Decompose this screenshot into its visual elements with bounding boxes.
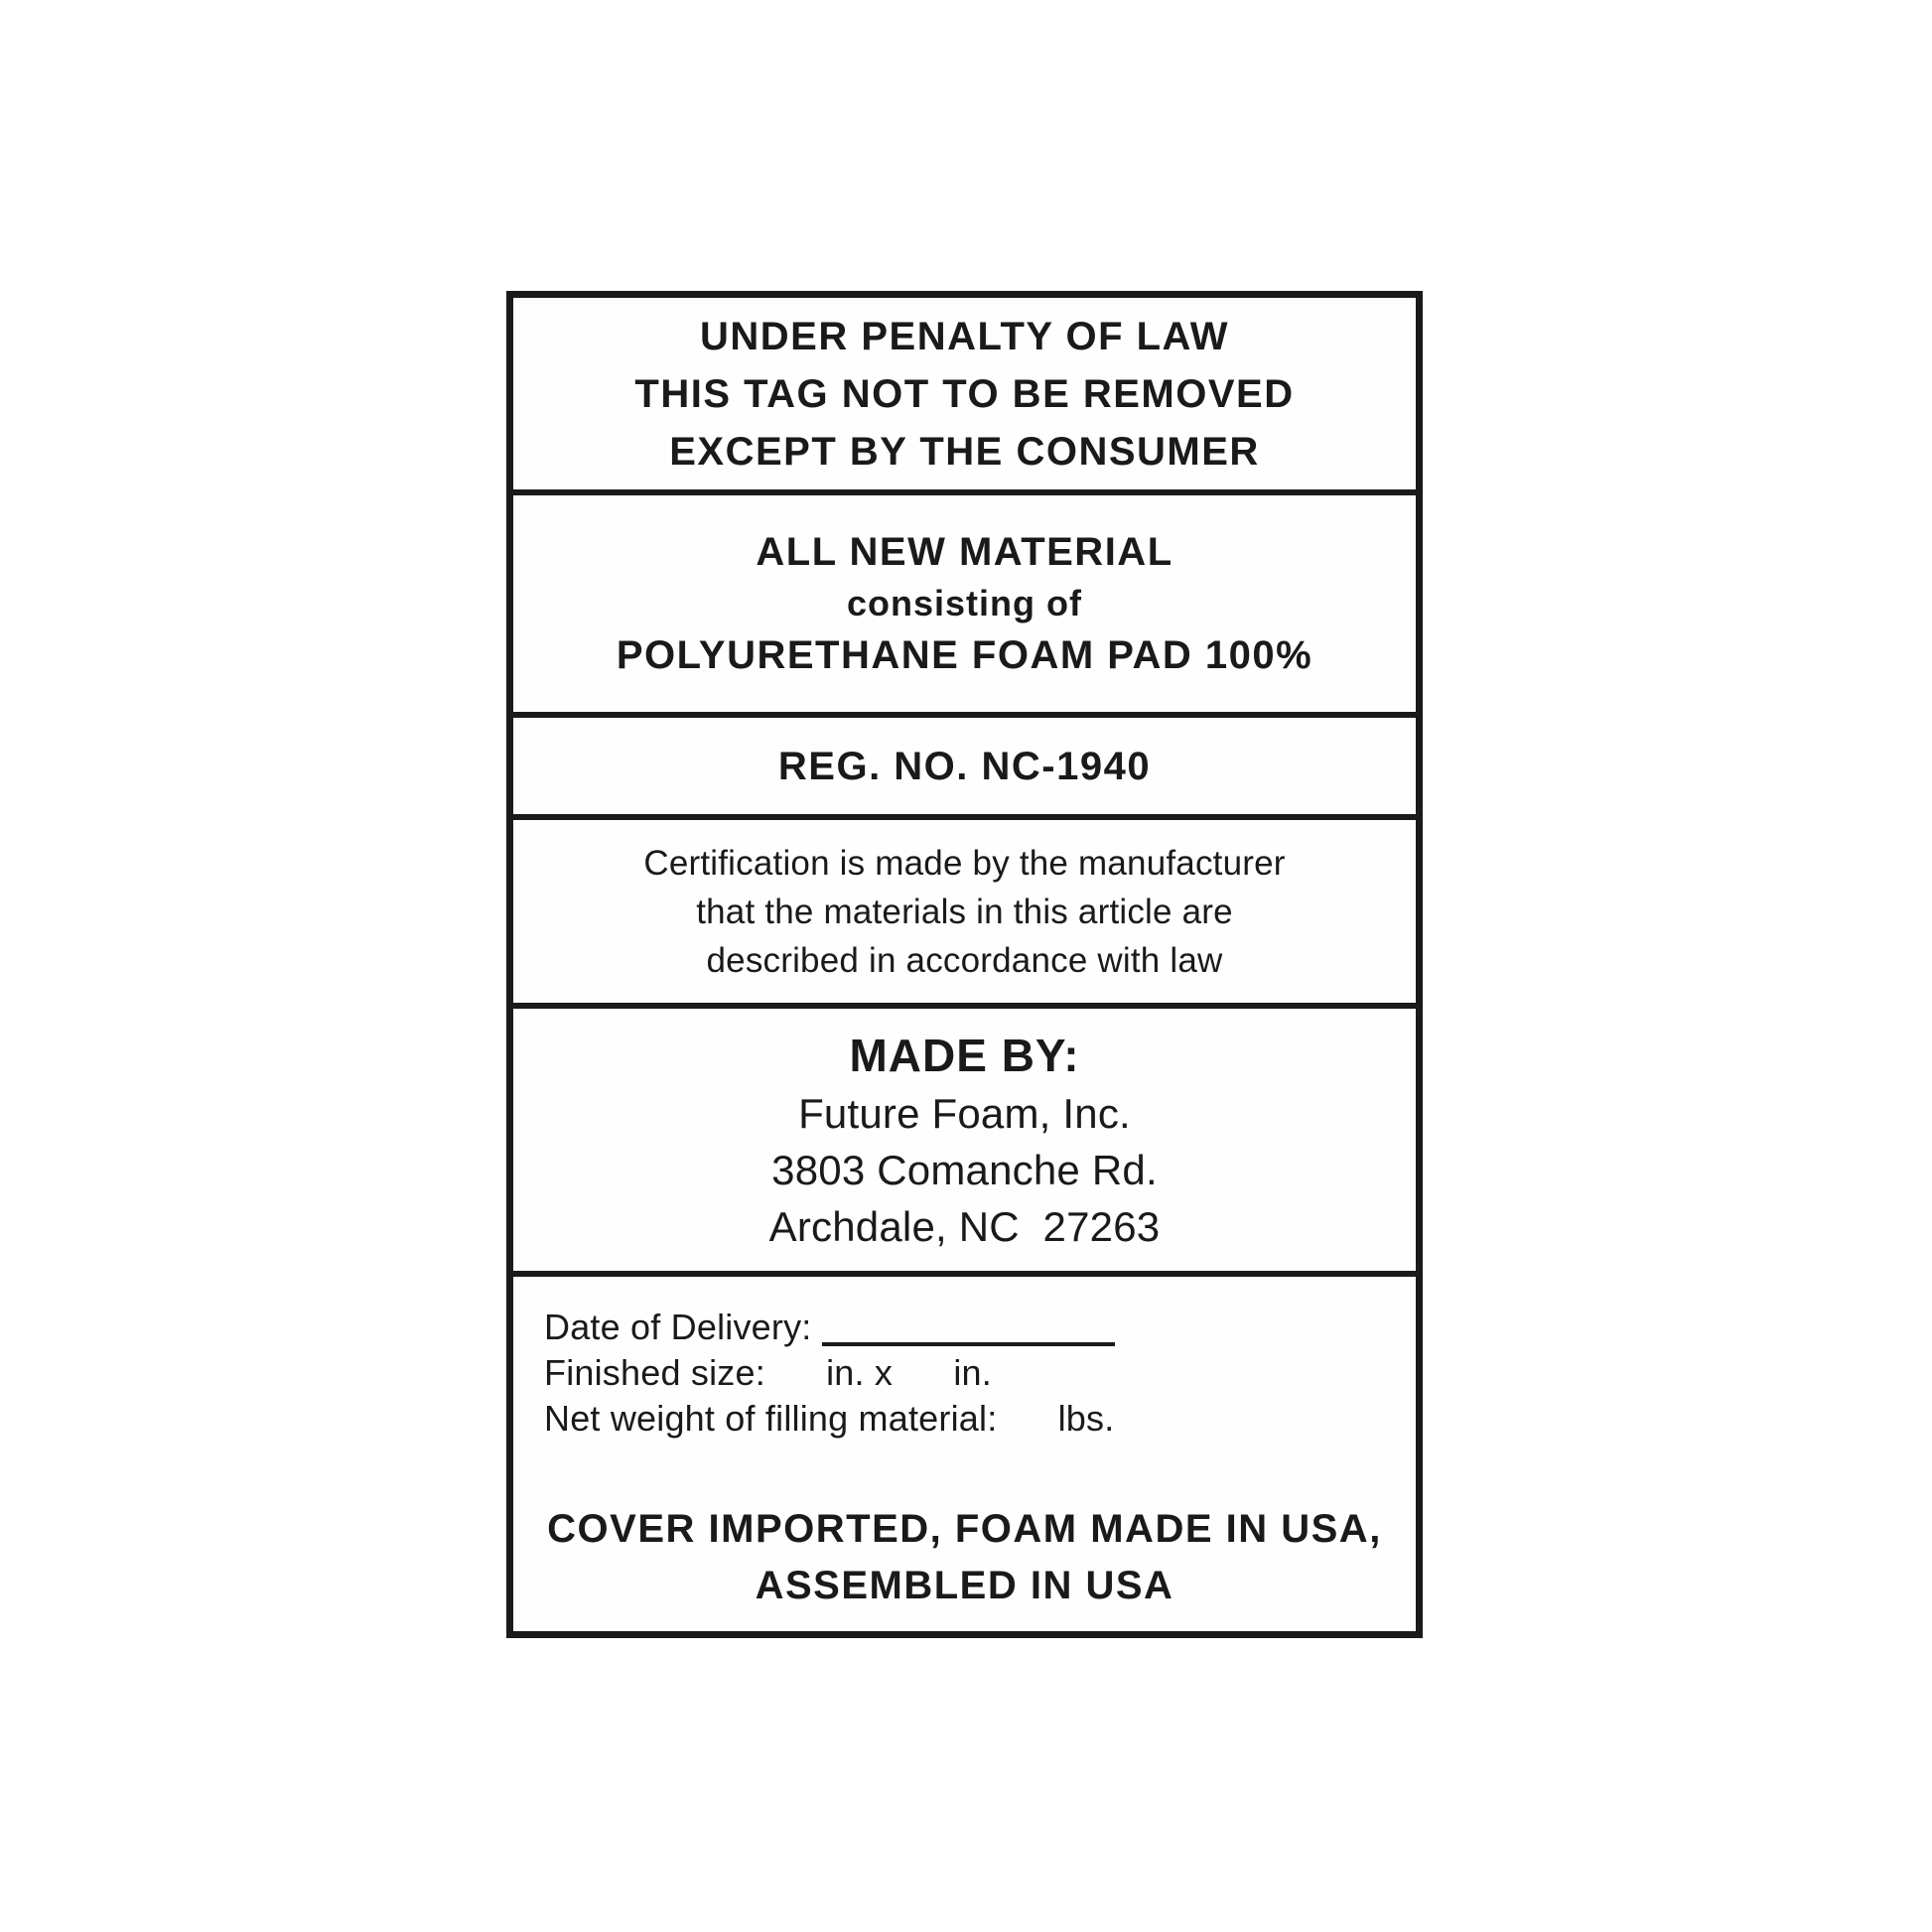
origin-line-2: ASSEMBLED IN USA xyxy=(755,1564,1174,1607)
penalty-line-1: UNDER PENALTY OF LAW xyxy=(700,314,1229,358)
date-of-delivery-blank xyxy=(822,1328,1115,1346)
registration-number: REG. NO. NC-1940 xyxy=(777,744,1152,788)
section-material-contents xyxy=(513,489,1416,712)
net-weight-row: Net weight of filling material: lbs. xyxy=(544,1398,1115,1439)
made-by-heading: MADE BY: xyxy=(849,1029,1080,1081)
origin-statement-block xyxy=(513,1501,1416,1614)
date-of-delivery-row xyxy=(544,1305,1416,1350)
material-line-2: consisting of xyxy=(847,583,1082,623)
certification-line-2: that the materials in this article are xyxy=(696,892,1233,931)
material-line-3: POLYURETHANE FOAM PAD 100% xyxy=(616,633,1313,677)
law-label-tag xyxy=(506,291,1423,1638)
manufacturer-city-state-zip: Archdale, NC 27263 xyxy=(768,1202,1161,1250)
section-made-by xyxy=(513,1003,1416,1271)
certification-line-1: Certification is made by the manufacturer xyxy=(643,843,1286,883)
manufacturer-name: Future Foam, Inc. xyxy=(798,1089,1131,1137)
material-line-1: ALL NEW MATERIAL xyxy=(756,530,1173,574)
section-penalty-notice xyxy=(513,298,1416,489)
finished-size-row: Finished size: in. x in. xyxy=(544,1352,992,1393)
date-of-delivery-label: Date of Delivery: xyxy=(544,1307,812,1347)
section-registration-number xyxy=(513,712,1416,814)
penalty-line-3: EXCEPT BY THE CONSUMER xyxy=(669,429,1260,474)
section-certification xyxy=(513,814,1416,1003)
penalty-line-2: THIS TAG NOT TO BE REMOVED xyxy=(634,371,1295,416)
delivery-details-block xyxy=(513,1305,1416,1442)
certification-line-3: described in accordance with law xyxy=(706,940,1223,980)
origin-line-1: COVER IMPORTED, FOAM MADE IN USA, xyxy=(547,1507,1382,1551)
manufacturer-street: 3803 Comanche Rd. xyxy=(771,1146,1158,1193)
section-delivery-details xyxy=(513,1271,1416,1631)
